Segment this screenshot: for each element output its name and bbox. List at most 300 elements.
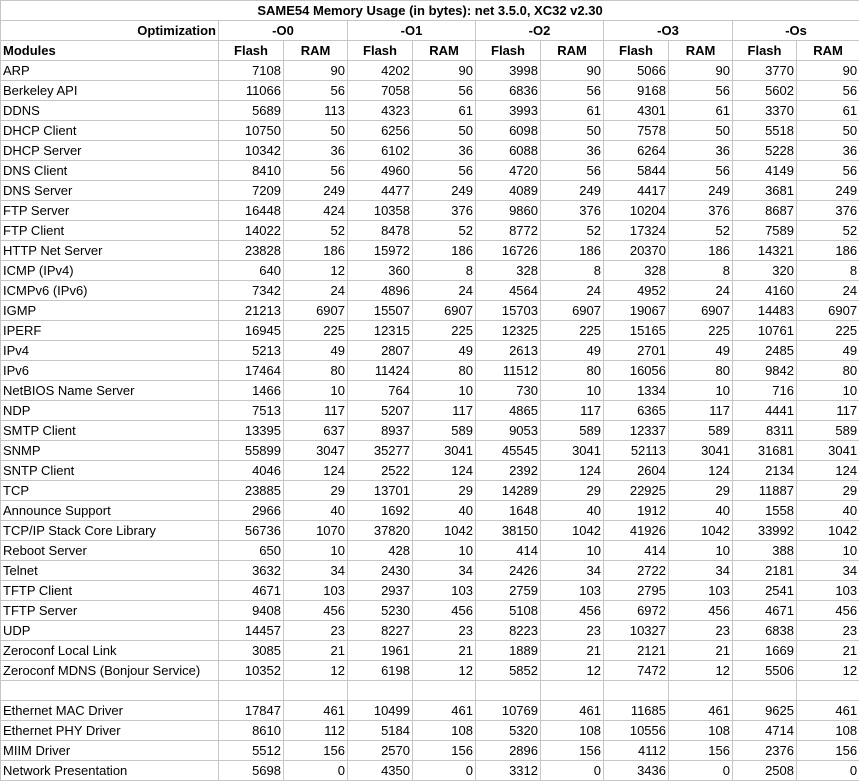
- ram-cell: 1042: [541, 521, 604, 541]
- flash-cell: 2430: [348, 561, 413, 581]
- flash-cell: 8610: [219, 721, 284, 741]
- ram-cell: 23: [797, 621, 859, 641]
- flash-cell: 2570: [348, 741, 413, 761]
- ram-cell: 1070: [284, 521, 348, 541]
- flash-cell: 35277: [348, 441, 413, 461]
- flash-cell: 388: [733, 541, 797, 561]
- ram-cell: 49: [541, 341, 604, 361]
- flash-cell: 20370: [604, 241, 669, 261]
- ram-cell: 50: [797, 121, 859, 141]
- ram-cell: 1042: [413, 521, 476, 541]
- flash-cell: 328: [476, 261, 541, 281]
- module-name: ICMP (IPv4): [1, 261, 219, 281]
- flash-cell: 4564: [476, 281, 541, 301]
- ram-cell: 1042: [797, 521, 859, 541]
- table-row: [1, 601, 859, 621]
- flash-cell: 5844: [604, 161, 669, 181]
- ram-cell: 80: [541, 361, 604, 381]
- flash-cell: 56736: [219, 521, 284, 541]
- ram-cell: 6907: [413, 301, 476, 321]
- flash-cell: 33992: [733, 521, 797, 541]
- opt-header-o0: -O0: [219, 21, 348, 41]
- flash-cell: 5228: [733, 141, 797, 161]
- flash-cell: 1466: [219, 381, 284, 401]
- spacer-row: [1, 681, 859, 701]
- flash-cell: 2722: [604, 561, 669, 581]
- ram-cell: 117: [284, 401, 348, 421]
- ram-cell: 10: [797, 381, 859, 401]
- ram-cell: 24: [284, 281, 348, 301]
- flash-cell: 6102: [348, 141, 413, 161]
- ram-cell: 49: [797, 341, 859, 361]
- flash-cell: 2121: [604, 641, 669, 661]
- ram-cell: 56: [541, 81, 604, 101]
- flash-cell: 23885: [219, 481, 284, 501]
- flash-cell: 9625: [733, 701, 797, 721]
- flash-cell: 13395: [219, 421, 284, 441]
- ram-cell: 21: [669, 641, 733, 661]
- ram-cell: 8: [413, 261, 476, 281]
- ram-cell: [797, 681, 859, 701]
- flash-cell: 11887: [733, 481, 797, 501]
- ram-cell: 124: [669, 461, 733, 481]
- ram-cell: 10: [797, 541, 859, 561]
- ram-cell: 0: [413, 761, 476, 781]
- module-name: UDP: [1, 621, 219, 641]
- ram-cell: 12: [797, 661, 859, 681]
- ram-cell: 29: [541, 481, 604, 501]
- ram-cell: 24: [541, 281, 604, 301]
- ram-cell: 103: [669, 581, 733, 601]
- ram-cell: 8: [669, 261, 733, 281]
- ram-cell: 29: [669, 481, 733, 501]
- ram-cell: 0: [541, 761, 604, 781]
- flash-cell: 5184: [348, 721, 413, 741]
- ram-cell: 108: [413, 721, 476, 741]
- flash-cell: 640: [219, 261, 284, 281]
- flash-cell: 17464: [219, 361, 284, 381]
- ram-cell: [284, 681, 348, 701]
- flash-cell: 11685: [604, 701, 669, 721]
- flash-cell: 11512: [476, 361, 541, 381]
- ram-cell: 461: [541, 701, 604, 721]
- ram-cell: 80: [284, 361, 348, 381]
- table-row: [1, 581, 859, 601]
- flash-cell: 7578: [604, 121, 669, 141]
- flash-cell: 6256: [348, 121, 413, 141]
- flash-cell: 5213: [219, 341, 284, 361]
- flash-cell: 10352: [219, 661, 284, 681]
- flash-cell: 2181: [733, 561, 797, 581]
- flash-cell: 2701: [604, 341, 669, 361]
- module-name: Network Presentation: [1, 761, 219, 781]
- ram-cell: 80: [669, 361, 733, 381]
- ram-cell: 34: [669, 561, 733, 581]
- ram-cell: 6907: [284, 301, 348, 321]
- ram-cell: 10: [413, 541, 476, 561]
- flash-cell: 6088: [476, 141, 541, 161]
- ram-header: RAM: [669, 41, 733, 61]
- ram-cell: 108: [669, 721, 733, 741]
- flash-cell: [219, 681, 284, 701]
- flash-cell: 2522: [348, 461, 413, 481]
- ram-cell: 3041: [541, 441, 604, 461]
- ram-cell: 56: [413, 161, 476, 181]
- ram-cell: 50: [541, 121, 604, 141]
- ram-cell: 6907: [541, 301, 604, 321]
- module-name: DHCP Client: [1, 121, 219, 141]
- ram-cell: 80: [413, 361, 476, 381]
- flash-cell: 15972: [348, 241, 413, 261]
- module-name: IPERF: [1, 321, 219, 341]
- table-row: [1, 441, 859, 461]
- ram-cell: 29: [284, 481, 348, 501]
- flash-cell: 16726: [476, 241, 541, 261]
- flash-cell: 41926: [604, 521, 669, 541]
- table-row: [1, 101, 859, 121]
- flash-cell: 7058: [348, 81, 413, 101]
- flash-cell: 7108: [219, 61, 284, 81]
- opt-header-os: -Os: [733, 21, 859, 41]
- ram-cell: 61: [669, 101, 733, 121]
- ram-cell: 34: [413, 561, 476, 581]
- ram-cell: 108: [541, 721, 604, 741]
- flash-cell: 2807: [348, 341, 413, 361]
- module-name: Announce Support: [1, 501, 219, 521]
- ram-cell: 21: [284, 641, 348, 661]
- flash-cell: 15165: [604, 321, 669, 341]
- module-name: Zeroconf Local Link: [1, 641, 219, 661]
- flash-cell: 4301: [604, 101, 669, 121]
- module-name: ICMPv6 (IPv6): [1, 281, 219, 301]
- flash-cell: 2937: [348, 581, 413, 601]
- flash-cell: 4046: [219, 461, 284, 481]
- flash-cell: 5506: [733, 661, 797, 681]
- ram-cell: 456: [413, 601, 476, 621]
- ram-cell: 23: [669, 621, 733, 641]
- ram-cell: 56: [541, 161, 604, 181]
- flash-cell: 3085: [219, 641, 284, 661]
- ram-cell: 12: [669, 661, 733, 681]
- flash-cell: 9168: [604, 81, 669, 101]
- ram-cell: 3041: [413, 441, 476, 461]
- ram-cell: 10: [541, 541, 604, 561]
- ram-cell: 156: [669, 741, 733, 761]
- flash-cell: 12337: [604, 421, 669, 441]
- ram-cell: 186: [541, 241, 604, 261]
- ram-cell: 424: [284, 201, 348, 221]
- flash-cell: 10499: [348, 701, 413, 721]
- module-name: Reboot Server: [1, 541, 219, 561]
- table-row: [1, 301, 859, 321]
- flash-cell: 8478: [348, 221, 413, 241]
- ram-cell: 90: [413, 61, 476, 81]
- ram-cell: 24: [669, 281, 733, 301]
- flash-cell: 23828: [219, 241, 284, 261]
- flash-cell: 8772: [476, 221, 541, 241]
- modules-label: Modules: [1, 41, 219, 61]
- flash-cell: 9053: [476, 421, 541, 441]
- opt-header-o2: -O2: [476, 21, 604, 41]
- table-row: [1, 661, 859, 681]
- ram-cell: 40: [541, 501, 604, 521]
- ram-cell: 56: [413, 81, 476, 101]
- ram-cell: 249: [284, 181, 348, 201]
- flash-cell: 14321: [733, 241, 797, 261]
- ram-header: RAM: [797, 41, 859, 61]
- flash-cell: 9842: [733, 361, 797, 381]
- flash-cell: 16448: [219, 201, 284, 221]
- ram-cell: 589: [797, 421, 859, 441]
- ram-cell: 10: [284, 381, 348, 401]
- ram-cell: 103: [284, 581, 348, 601]
- ram-cell: 52: [797, 221, 859, 241]
- ram-cell: 10: [541, 381, 604, 401]
- flash-cell: 1648: [476, 501, 541, 521]
- ram-cell: 49: [284, 341, 348, 361]
- ram-cell: 40: [413, 501, 476, 521]
- flash-cell: 10750: [219, 121, 284, 141]
- ram-cell: 461: [284, 701, 348, 721]
- ram-cell: 117: [413, 401, 476, 421]
- flash-cell: 1889: [476, 641, 541, 661]
- flash-cell: 414: [604, 541, 669, 561]
- flash-cell: 37820: [348, 521, 413, 541]
- module-name: [1, 681, 219, 701]
- ram-cell: 124: [413, 461, 476, 481]
- ram-cell: 10: [669, 541, 733, 561]
- ram-cell: 36: [541, 141, 604, 161]
- ram-cell: 50: [669, 121, 733, 141]
- table-row: [1, 261, 859, 281]
- table-row: [1, 761, 859, 781]
- flash-cell: 4720: [476, 161, 541, 181]
- ram-cell: 23: [541, 621, 604, 641]
- flash-cell: 10327: [604, 621, 669, 641]
- flash-header: Flash: [219, 41, 284, 61]
- ram-cell: 29: [797, 481, 859, 501]
- ram-cell: 589: [541, 421, 604, 441]
- module-name: NetBIOS Name Server: [1, 381, 219, 401]
- ram-cell: [413, 681, 476, 701]
- flash-cell: 38150: [476, 521, 541, 541]
- flash-cell: 5852: [476, 661, 541, 681]
- flash-cell: 7209: [219, 181, 284, 201]
- table-row: [1, 701, 859, 721]
- module-name: ARP: [1, 61, 219, 81]
- flash-cell: 3370: [733, 101, 797, 121]
- ram-cell: 249: [413, 181, 476, 201]
- flash-cell: 4202: [348, 61, 413, 81]
- ram-cell: 124: [541, 461, 604, 481]
- flash-cell: 764: [348, 381, 413, 401]
- flash-cell: 31681: [733, 441, 797, 461]
- ram-cell: 52: [669, 221, 733, 241]
- ram-cell: 376: [669, 201, 733, 221]
- flash-cell: 19067: [604, 301, 669, 321]
- table-row: [1, 461, 859, 481]
- flash-cell: 2376: [733, 741, 797, 761]
- module-name: Ethernet PHY Driver: [1, 721, 219, 741]
- ram-cell: 56: [669, 161, 733, 181]
- flash-cell: 2613: [476, 341, 541, 361]
- ram-cell: 124: [284, 461, 348, 481]
- table-row: [1, 61, 859, 81]
- flash-cell: 6836: [476, 81, 541, 101]
- flash-cell: 11066: [219, 81, 284, 101]
- flash-cell: 10342: [219, 141, 284, 161]
- module-name: TCP: [1, 481, 219, 501]
- ram-cell: 12: [284, 661, 348, 681]
- ram-cell: 1042: [669, 521, 733, 541]
- flash-cell: 5689: [219, 101, 284, 121]
- flash-cell: 14289: [476, 481, 541, 501]
- table-row: [1, 321, 859, 341]
- ram-cell: 3041: [669, 441, 733, 461]
- ram-cell: 0: [669, 761, 733, 781]
- flash-cell: 10556: [604, 721, 669, 741]
- flash-cell: 360: [348, 261, 413, 281]
- ram-cell: 23: [413, 621, 476, 641]
- ram-cell: 156: [284, 741, 348, 761]
- ram-cell: 117: [797, 401, 859, 421]
- ram-cell: 23: [284, 621, 348, 641]
- flash-cell: 2541: [733, 581, 797, 601]
- flash-cell: 1334: [604, 381, 669, 401]
- flash-cell: 2392: [476, 461, 541, 481]
- flash-cell: 14022: [219, 221, 284, 241]
- flash-cell: 6838: [733, 621, 797, 641]
- ram-cell: 12: [284, 261, 348, 281]
- ram-cell: 36: [413, 141, 476, 161]
- flash-cell: 1558: [733, 501, 797, 521]
- ram-cell: 113: [284, 101, 348, 121]
- ram-cell: 124: [797, 461, 859, 481]
- table-row: [1, 501, 859, 521]
- ram-cell: 12: [413, 661, 476, 681]
- flash-cell: 4952: [604, 281, 669, 301]
- ram-cell: 376: [797, 201, 859, 221]
- ram-cell: 34: [797, 561, 859, 581]
- ram-cell: 8: [541, 261, 604, 281]
- flash-cell: 4865: [476, 401, 541, 421]
- flash-cell: 328: [604, 261, 669, 281]
- table-row: [1, 341, 859, 361]
- flash-cell: 5230: [348, 601, 413, 621]
- flash-cell: 16056: [604, 361, 669, 381]
- flash-cell: 5320: [476, 721, 541, 741]
- ram-cell: 249: [797, 181, 859, 201]
- table-row: [1, 741, 859, 761]
- flash-cell: 7589: [733, 221, 797, 241]
- flash-cell: 4441: [733, 401, 797, 421]
- flash-cell: 4160: [733, 281, 797, 301]
- module-name: DNS Server: [1, 181, 219, 201]
- flash-cell: 6264: [604, 141, 669, 161]
- flash-cell: 2795: [604, 581, 669, 601]
- ram-cell: 456: [797, 601, 859, 621]
- flash-cell: 2134: [733, 461, 797, 481]
- flash-cell: 11424: [348, 361, 413, 381]
- flash-cell: 13701: [348, 481, 413, 501]
- ram-cell: 90: [284, 61, 348, 81]
- flash-cell: 4896: [348, 281, 413, 301]
- flash-cell: 2966: [219, 501, 284, 521]
- ram-cell: 108: [797, 721, 859, 741]
- table-row: [1, 121, 859, 141]
- ram-header: RAM: [541, 41, 604, 61]
- table-row: [1, 561, 859, 581]
- ram-cell: 8: [797, 261, 859, 281]
- ram-cell: 40: [797, 501, 859, 521]
- ram-cell: 56: [284, 81, 348, 101]
- flash-cell: 17847: [219, 701, 284, 721]
- flash-cell: 4112: [604, 741, 669, 761]
- table-row: [1, 481, 859, 501]
- ram-cell: 3047: [284, 441, 348, 461]
- flash-cell: [733, 681, 797, 701]
- module-name: NDP: [1, 401, 219, 421]
- ram-cell: 112: [284, 721, 348, 741]
- module-name: MIIM Driver: [1, 741, 219, 761]
- table-row: [1, 161, 859, 181]
- module-name: SMTP Client: [1, 421, 219, 441]
- table-title: SAME54 Memory Usage (in bytes): net 3.5.0, XC32 v2.30: [1, 1, 859, 21]
- ram-cell: 461: [797, 701, 859, 721]
- ram-cell: 61: [413, 101, 476, 121]
- opt-header-o1: -O1: [348, 21, 476, 41]
- ram-cell: 156: [413, 741, 476, 761]
- flash-cell: 21213: [219, 301, 284, 321]
- module-name: IGMP: [1, 301, 219, 321]
- module-name: Telnet: [1, 561, 219, 581]
- module-name: TFTP Server: [1, 601, 219, 621]
- ram-cell: 156: [541, 741, 604, 761]
- table-row: [1, 721, 859, 741]
- ram-cell: 52: [284, 221, 348, 241]
- ram-cell: 249: [541, 181, 604, 201]
- flash-cell: 4323: [348, 101, 413, 121]
- flash-cell: 5602: [733, 81, 797, 101]
- table-row: [1, 641, 859, 661]
- ram-cell: 90: [669, 61, 733, 81]
- flash-cell: 9860: [476, 201, 541, 221]
- flash-cell: 10761: [733, 321, 797, 341]
- ram-cell: 61: [541, 101, 604, 121]
- ram-cell: 52: [413, 221, 476, 241]
- ram-cell: 10: [284, 541, 348, 561]
- module-name: TFTP Client: [1, 581, 219, 601]
- ram-cell: [669, 681, 733, 701]
- table-row: [1, 281, 859, 301]
- ram-cell: 186: [797, 241, 859, 261]
- ram-cell: 186: [413, 241, 476, 261]
- flash-header: Flash: [476, 41, 541, 61]
- flash-cell: 2604: [604, 461, 669, 481]
- flash-cell: 2508: [733, 761, 797, 781]
- flash-cell: 4089: [476, 181, 541, 201]
- ram-cell: 90: [797, 61, 859, 81]
- ram-cell: 80: [797, 361, 859, 381]
- flash-cell: 3436: [604, 761, 669, 781]
- ram-cell: 103: [413, 581, 476, 601]
- ram-cell: 589: [413, 421, 476, 441]
- ram-cell: 3041: [797, 441, 859, 461]
- flash-cell: 14457: [219, 621, 284, 641]
- ram-cell: 225: [797, 321, 859, 341]
- ram-cell: 40: [284, 501, 348, 521]
- ram-cell: 56: [669, 81, 733, 101]
